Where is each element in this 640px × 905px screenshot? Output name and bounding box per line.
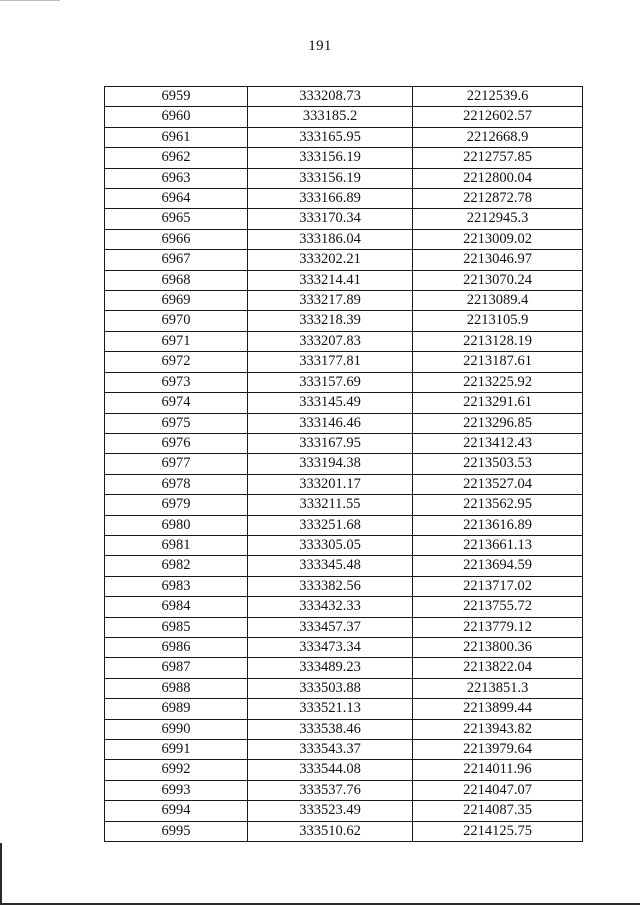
point-number-cell: 6969 bbox=[105, 291, 248, 311]
table-row bbox=[105, 393, 583, 413]
point-number-cell: 6989 bbox=[105, 699, 248, 719]
point-number-cell: 6988 bbox=[105, 678, 248, 698]
table-row bbox=[105, 107, 583, 127]
table-row bbox=[105, 821, 583, 841]
y-coordinate-cell: 2213779.12 bbox=[413, 617, 583, 637]
point-number-cell: 6980 bbox=[105, 515, 248, 535]
point-number-cell: 6985 bbox=[105, 617, 248, 637]
y-coordinate-cell: 2213800.36 bbox=[413, 637, 583, 657]
x-coordinate-cell: 333156.19 bbox=[248, 148, 413, 168]
point-number-cell: 6979 bbox=[105, 495, 248, 515]
table-row bbox=[105, 637, 583, 657]
x-coordinate-cell: 333214.41 bbox=[248, 270, 413, 290]
y-coordinate-cell: 2212872.78 bbox=[413, 189, 583, 209]
x-coordinate-cell: 333185.2 bbox=[248, 107, 413, 127]
scan-edge-top bbox=[0, 0, 60, 1]
y-coordinate-cell: 2213070.24 bbox=[413, 270, 583, 290]
y-coordinate-cell: 2213009.02 bbox=[413, 229, 583, 249]
x-coordinate-cell: 333145.49 bbox=[248, 393, 413, 413]
table-row bbox=[105, 433, 583, 453]
y-coordinate-cell: 2213527.04 bbox=[413, 474, 583, 494]
x-coordinate-cell: 333538.46 bbox=[248, 719, 413, 739]
table-row bbox=[105, 250, 583, 270]
table-row bbox=[105, 189, 583, 209]
x-coordinate-cell: 333537.76 bbox=[248, 780, 413, 800]
x-coordinate-cell: 333167.95 bbox=[248, 433, 413, 453]
x-coordinate-cell: 333432.33 bbox=[248, 597, 413, 617]
table-row bbox=[105, 495, 583, 515]
y-coordinate-cell: 2212757.85 bbox=[413, 148, 583, 168]
y-coordinate-cell: 2213717.02 bbox=[413, 576, 583, 596]
y-coordinate-cell: 2213851.3 bbox=[413, 678, 583, 698]
y-coordinate-cell: 2212800.04 bbox=[413, 168, 583, 188]
point-number-cell: 6981 bbox=[105, 535, 248, 555]
scan-edge-left bbox=[0, 843, 2, 905]
point-number-cell: 6971 bbox=[105, 331, 248, 351]
table-row bbox=[105, 454, 583, 474]
table-row bbox=[105, 127, 583, 147]
y-coordinate-cell: 2213105.9 bbox=[413, 311, 583, 331]
table-row bbox=[105, 699, 583, 719]
point-number-cell: 6993 bbox=[105, 780, 248, 800]
coordinates-table-body bbox=[105, 87, 583, 842]
x-coordinate-cell: 333489.23 bbox=[248, 658, 413, 678]
y-coordinate-cell: 2213943.82 bbox=[413, 719, 583, 739]
x-coordinate-cell: 333305.05 bbox=[248, 535, 413, 555]
y-coordinate-cell: 2213128.19 bbox=[413, 331, 583, 351]
table-row bbox=[105, 87, 583, 107]
table-row bbox=[105, 311, 583, 331]
x-coordinate-cell: 333177.81 bbox=[248, 352, 413, 372]
table-row bbox=[105, 658, 583, 678]
x-coordinate-cell: 333208.73 bbox=[248, 87, 413, 107]
table-row bbox=[105, 331, 583, 351]
point-number-cell: 6978 bbox=[105, 474, 248, 494]
y-coordinate-cell: 2213046.97 bbox=[413, 250, 583, 270]
x-coordinate-cell: 333251.68 bbox=[248, 515, 413, 535]
point-number-cell: 6992 bbox=[105, 760, 248, 780]
table-row bbox=[105, 372, 583, 392]
y-coordinate-cell: 2212945.3 bbox=[413, 209, 583, 229]
x-coordinate-cell: 333194.38 bbox=[248, 454, 413, 474]
y-coordinate-cell: 2213755.72 bbox=[413, 597, 583, 617]
x-coordinate-cell: 333146.46 bbox=[248, 413, 413, 433]
table-row bbox=[105, 556, 583, 576]
table-row bbox=[105, 352, 583, 372]
x-coordinate-cell: 333170.34 bbox=[248, 209, 413, 229]
point-number-cell: 6995 bbox=[105, 821, 248, 841]
y-coordinate-cell: 2214047.07 bbox=[413, 780, 583, 800]
point-number-cell: 6976 bbox=[105, 433, 248, 453]
x-coordinate-cell: 333165.95 bbox=[248, 127, 413, 147]
x-coordinate-cell: 333166.89 bbox=[248, 189, 413, 209]
table-row bbox=[105, 719, 583, 739]
table-row bbox=[105, 515, 583, 535]
table-row bbox=[105, 148, 583, 168]
x-coordinate-cell: 333521.13 bbox=[248, 699, 413, 719]
table-row bbox=[105, 209, 583, 229]
point-number-cell: 6974 bbox=[105, 393, 248, 413]
table-row bbox=[105, 740, 583, 760]
page-number: 191 bbox=[308, 38, 332, 54]
table-row bbox=[105, 576, 583, 596]
y-coordinate-cell: 2213661.13 bbox=[413, 535, 583, 555]
table-row bbox=[105, 617, 583, 637]
x-coordinate-cell: 333523.49 bbox=[248, 801, 413, 821]
table-row bbox=[105, 270, 583, 290]
point-number-cell: 6984 bbox=[105, 597, 248, 617]
y-coordinate-cell: 2213412.43 bbox=[413, 433, 583, 453]
point-number-cell: 6970 bbox=[105, 311, 248, 331]
y-coordinate-cell: 2214087.35 bbox=[413, 801, 583, 821]
point-number-cell: 6967 bbox=[105, 250, 248, 270]
y-coordinate-cell: 2212602.57 bbox=[413, 107, 583, 127]
y-coordinate-cell: 2213291.61 bbox=[413, 393, 583, 413]
x-coordinate-cell: 333201.17 bbox=[248, 474, 413, 494]
y-coordinate-cell: 2214011.96 bbox=[413, 760, 583, 780]
x-coordinate-cell: 333217.89 bbox=[248, 291, 413, 311]
table-row bbox=[105, 760, 583, 780]
point-number-cell: 6983 bbox=[105, 576, 248, 596]
point-number-cell: 6991 bbox=[105, 740, 248, 760]
x-coordinate-cell: 333503.88 bbox=[248, 678, 413, 698]
table-row bbox=[105, 474, 583, 494]
coordinates-table-container bbox=[104, 86, 582, 842]
x-coordinate-cell: 333543.37 bbox=[248, 740, 413, 760]
point-number-cell: 6964 bbox=[105, 189, 248, 209]
point-number-cell: 6987 bbox=[105, 658, 248, 678]
y-coordinate-cell: 2213503.53 bbox=[413, 454, 583, 474]
table-row bbox=[105, 229, 583, 249]
point-number-cell: 6961 bbox=[105, 127, 248, 147]
x-coordinate-cell: 333473.34 bbox=[248, 637, 413, 657]
table-row bbox=[105, 535, 583, 555]
x-coordinate-cell: 333202.21 bbox=[248, 250, 413, 270]
x-coordinate-cell: 333157.69 bbox=[248, 372, 413, 392]
table-row bbox=[105, 801, 583, 821]
point-number-cell: 6960 bbox=[105, 107, 248, 127]
x-coordinate-cell: 333382.56 bbox=[248, 576, 413, 596]
x-coordinate-cell: 333457.37 bbox=[248, 617, 413, 637]
point-number-cell: 6973 bbox=[105, 372, 248, 392]
table-row bbox=[105, 291, 583, 311]
point-number-cell: 6968 bbox=[105, 270, 248, 290]
point-number-cell: 6977 bbox=[105, 454, 248, 474]
y-coordinate-cell: 2213562.95 bbox=[413, 495, 583, 515]
table-row bbox=[105, 780, 583, 800]
y-coordinate-cell: 2213187.61 bbox=[413, 352, 583, 372]
x-coordinate-cell: 333544.08 bbox=[248, 760, 413, 780]
x-coordinate-cell: 333211.55 bbox=[248, 495, 413, 515]
y-coordinate-cell: 2213616.89 bbox=[413, 515, 583, 535]
y-coordinate-cell: 2213694.59 bbox=[413, 556, 583, 576]
table-row bbox=[105, 597, 583, 617]
point-number-cell: 6966 bbox=[105, 229, 248, 249]
point-number-cell: 6975 bbox=[105, 413, 248, 433]
point-number-cell: 6959 bbox=[105, 87, 248, 107]
point-number-cell: 6990 bbox=[105, 719, 248, 739]
point-number-cell: 6963 bbox=[105, 168, 248, 188]
point-number-cell: 6982 bbox=[105, 556, 248, 576]
point-number-cell: 6986 bbox=[105, 637, 248, 657]
x-coordinate-cell: 333207.83 bbox=[248, 331, 413, 351]
x-coordinate-cell: 333510.62 bbox=[248, 821, 413, 841]
point-number-cell: 6965 bbox=[105, 209, 248, 229]
x-coordinate-cell: 333186.04 bbox=[248, 229, 413, 249]
x-coordinate-cell: 333218.39 bbox=[248, 311, 413, 331]
point-number-cell: 6972 bbox=[105, 352, 248, 372]
x-coordinate-cell: 333345.48 bbox=[248, 556, 413, 576]
table-row bbox=[105, 168, 583, 188]
y-coordinate-cell: 2213822.04 bbox=[413, 658, 583, 678]
table-row bbox=[105, 678, 583, 698]
y-coordinate-cell: 2213899.44 bbox=[413, 699, 583, 719]
point-number-cell: 6962 bbox=[105, 148, 248, 168]
y-coordinate-cell: 2212539.6 bbox=[413, 87, 583, 107]
y-coordinate-cell: 2212668.9 bbox=[413, 127, 583, 147]
y-coordinate-cell: 2214125.75 bbox=[413, 821, 583, 841]
y-coordinate-cell: 2213296.85 bbox=[413, 413, 583, 433]
coordinates-table bbox=[104, 86, 583, 842]
y-coordinate-cell: 2213979.64 bbox=[413, 740, 583, 760]
y-coordinate-cell: 2213225.92 bbox=[413, 372, 583, 392]
y-coordinate-cell: 2213089.4 bbox=[413, 291, 583, 311]
point-number-cell: 6994 bbox=[105, 801, 248, 821]
table-row bbox=[105, 413, 583, 433]
x-coordinate-cell: 333156.19 bbox=[248, 168, 413, 188]
